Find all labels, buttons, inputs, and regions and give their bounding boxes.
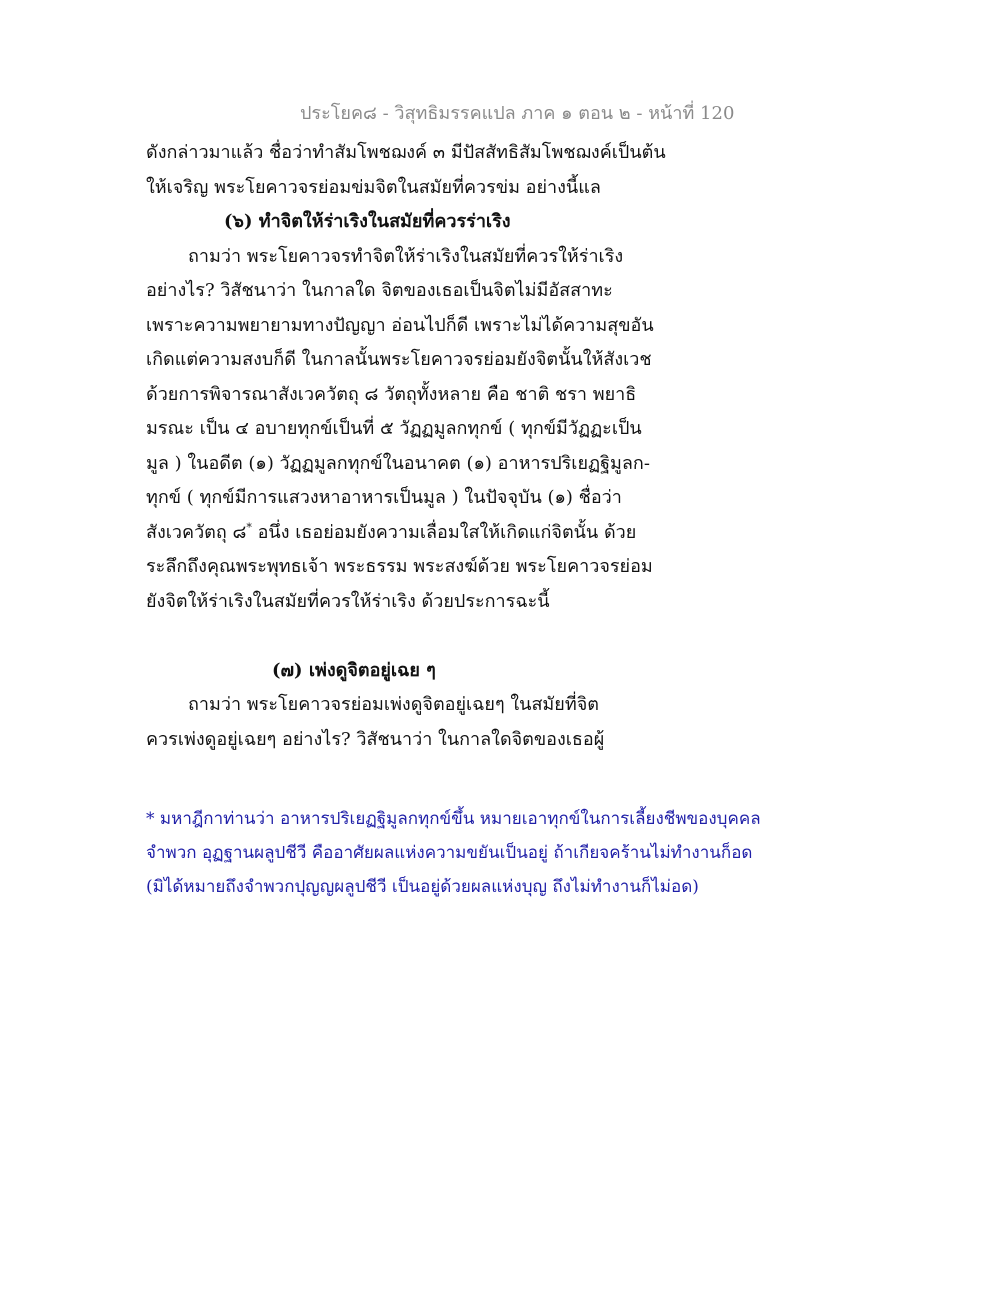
- section-heading-6: (๖) ทำจิตให้ร่าเริงในสมัยที่ควรร่าเริง: [224, 211, 511, 232]
- running-header: ประโยค๘ - วิสุทธิมรรคแปล ภาค ๑ ตอน ๒ - หน้าที่ 120: [300, 103, 735, 124]
- paragraph-line: ระลึกถึงคุณพระพุทธเจ้า พระธรรม พระสงฆ์ด้วย พระโยคาวจรย่อม: [146, 556, 653, 577]
- paragraph-line: ดังกล่าวมาแล้ว ชื่อว่าทำสัมโพชฌงค์ ๓ มีปัสสัทธิสัมโพชฌงค์เป็นต้น: [146, 142, 666, 163]
- footnote-line: * มหาฎีกาท่านว่า อาหารปริเยฏฐิมูลกทุกข์ขึ้น หมายเอาทุกข์ในการเลี้ยงชีพของบุคคล: [146, 809, 761, 829]
- paragraph-line: ทุกข์ ( ทุกข์มีการแสวงหาอาหารเป็นมูล ) ในปัจจุบัน (๑) ชื่อว่า: [146, 487, 622, 508]
- footnote: [146, 802, 786, 904]
- marked-text-after: อนึ่ง เธอย่อมยังความเลื่อมใสให้เกิดแก่จิตนั้น ด้วย: [251, 521, 637, 543]
- section-heading-7: (๗) เพ่งดูจิตอยู่เฉย ๆ: [272, 659, 436, 681]
- blank-line: [146, 619, 766, 654]
- paragraph-line: มูล ) ในอดีต (๑) วัฏฏมูลกทุกข์ในอนาคต (๑) อาหารปริเยฏฐิมูลก-: [146, 452, 650, 474]
- footnote-line: จำพวก อุฏฐานผลูปชีวี คืออาศัยผลแห่งความขยันเป็นอยู่ ถ้าเกียจคร้านไม่ทำงานก็อด: [146, 843, 753, 863]
- paragraph-line: เกิดแต่ความสงบก็ดี ในกาลนั้นพระโยคาวจรย่อมยังจิตนั้นให้สังเวช: [146, 349, 652, 370]
- paragraph-line: ด้วยการพิจารณาสังเวควัตถุ ๘ วัตถุทั้งหลาย คือ ชาติ ชรา พยาธิ: [146, 383, 637, 405]
- body-text: [146, 136, 766, 757]
- paragraph-line: ถามว่า พระโยคาวจรย่อมเพ่งดูจิตอยู่เฉยๆ ในสมัยที่จิต: [188, 694, 599, 715]
- paragraph-line: ให้เจริญ พระโยคาวจรย่อมข่มจิตในสมัยที่ควรข่ม อย่างนี้แล: [146, 176, 601, 198]
- footnote-line: (มิได้หมายถึงจำพวกปุญญผลูปชีวี เป็นอยู่ด้วยผลแห่งบุญ ถึงไม่ทำงานก็ไม่อด): [146, 877, 699, 897]
- paragraph-line: ถามว่า พระโยคาวจรทำจิตให้ร่าเริงในสมัยที่ควรให้ร่าเริง: [188, 245, 624, 267]
- paragraph-line: อย่างไร? วิสัชนาว่า ในกาลใด จิตของเธอเป็นจิตไม่มีอัสสาทะ: [146, 280, 613, 301]
- marked-text-before: สังเวควัตถุ ๘: [146, 521, 247, 543]
- paragraph-line: มรณะ เป็น ๔ อบายทุกข์เป็นที่ ๕ วัฏฏมูลกทุกข์ ( ทุกข์มีวัฏฏะเป็น: [146, 418, 642, 439]
- paragraph-line-with-footnote-mark: [146, 516, 766, 551]
- footnote-reference-mark: *: [246, 520, 252, 534]
- paragraph-line: เพราะความพยายามทางปัญญา อ่อนไปก็ดี เพราะไม่ได้ความสุขอัน: [146, 314, 654, 336]
- paragraph-line: ควรเพ่งดูอยู่เฉยๆ อย่างไร? วิสัชนาว่า ในกาลใดจิตของเธอผู้: [146, 728, 605, 750]
- paragraph-line: ยังจิตให้ร่าเริงในสมัยที่ควรให้ร่าเริง ด้วยประการฉะนี้: [146, 590, 550, 612]
